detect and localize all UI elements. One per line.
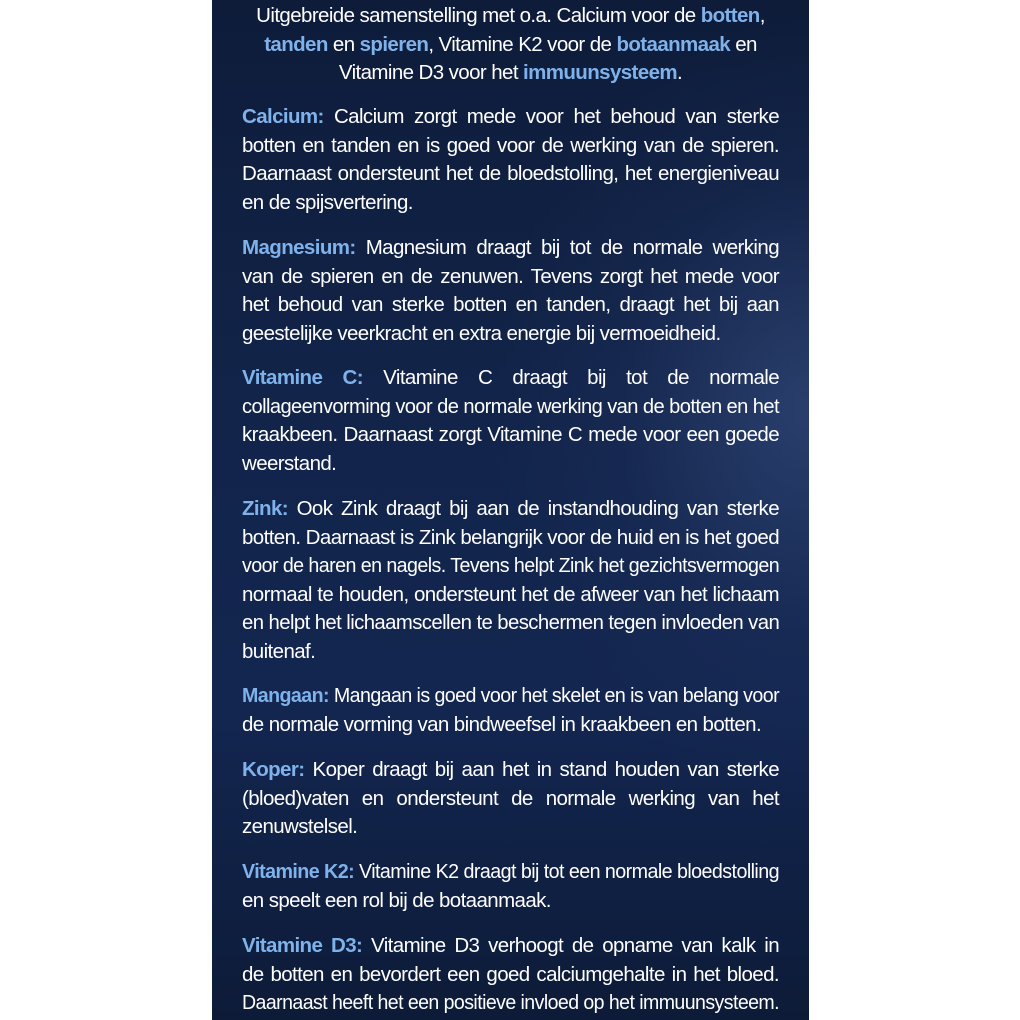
section-line: weerstand.: [242, 451, 337, 475]
section-line: kraakbeen. Daarnaast zorgt Vitamine C mede voor een goede: [242, 423, 779, 446]
section-vitamine-d3: [242, 932, 779, 1018]
section-line: collageenvorming voor de normale werking van de botten en het: [242, 394, 779, 418]
intro-line: [242, 59, 779, 88]
section-line: geestelijke veerkracht en extra energie bij vermoeidheid.: [242, 321, 721, 345]
intro-text: .: [677, 61, 683, 84]
section-koper: [242, 756, 779, 842]
section-line: [242, 756, 779, 785]
section-line: voor de haren en nagels. Tevens helpt Zink het gezichtsvermogen: [242, 554, 780, 577]
section-vitamine-c: [242, 364, 779, 478]
section-line: [242, 103, 779, 132]
intro-line: [242, 31, 779, 60]
section-line: van de spieren en de zenuwen. Tevens zorgt het mede voor: [242, 264, 779, 288]
intro-highlight: botten: [700, 4, 760, 27]
section-line: [242, 682, 779, 711]
section-line: en speelt een rol bij de botaanmaak.: [242, 888, 551, 912]
section-magnesium: [242, 234, 779, 348]
intro-highlight: botaanmaak: [616, 32, 731, 56]
section-heading: Koper:: [242, 758, 305, 781]
section-text: Ook Zink draagt bij aan de instandhouding van sterke: [287, 497, 779, 520]
section-line: botten. Daarnaast is Zink belangrijk voor de huid en is het goed: [242, 525, 779, 549]
section-line: [242, 858, 779, 887]
intro-text: en: [327, 32, 360, 56]
section-text: Vitamine D3 verhoogt de opname van kalk in: [362, 934, 779, 957]
intro-text: , Vitamine K2 voor de: [428, 32, 617, 56]
section-text: Vitamine C draagt bij tot de normale: [362, 366, 779, 389]
product-info-panel: [212, 0, 809, 1020]
section-text: Mangaan is goed voor het skelet en is van belang voor: [328, 684, 780, 707]
section-line: zenuwstelsel.: [242, 815, 358, 838]
intro-text: Uitgebreide samenstelling met o.a. Calcium voor de: [256, 4, 701, 27]
section-heading: Mangaan:: [242, 684, 329, 707]
section-calcium: [242, 103, 779, 217]
section-line: buitenaf.: [242, 639, 316, 663]
intro-text: Vitamine D3 voor het: [338, 61, 524, 84]
section-heading: Vitamine D3:: [242, 934, 363, 957]
section-line: (bloed)vaten en ondersteunt de normale werking van het: [242, 786, 779, 810]
section-heading: Vitamine C:: [242, 366, 363, 389]
section-line: [242, 234, 779, 263]
section-text: Magnesium draagt bij tot de normale werking: [355, 236, 779, 259]
section-heading: Vitamine K2:: [242, 860, 355, 883]
section-line: de normale vorming van bindweefsel in kraakbeen en botten.: [242, 712, 762, 736]
section-text: Calcium zorgt mede voor het behoud van sterke: [323, 105, 779, 128]
section-line: en helpt het lichaamscellen te beschermen tegen invloeden van: [242, 611, 780, 634]
section-line: de botten en bevordert een goed calciumgehalte in het bloed.: [242, 962, 779, 986]
section-line: en de spijsvertering.: [242, 190, 413, 214]
section-line: botten en tanden en is goed voor de werking van de spieren.: [242, 133, 779, 157]
section-line: Daarnaast ondersteunt het de bloedstolling, het energieniveau: [242, 162, 779, 185]
section-line: het behoud van sterke botten en tanden, draagt het bij aan: [242, 293, 779, 316]
section-vitamine-k2: [242, 858, 779, 915]
section-text: Koper draagt bij aan het in stand houden van sterke: [304, 758, 779, 781]
section-line: normaal te houden, ondersteunt het de afweer van het lichaam: [242, 582, 779, 606]
intro-highlight: spieren: [359, 32, 429, 56]
section-line: [242, 932, 779, 961]
section-line: [242, 364, 779, 393]
intro-highlight: immuunsysteem: [523, 61, 678, 84]
section-zink: [242, 495, 779, 666]
intro-line: [242, 2, 779, 31]
intro-highlight: tanden: [264, 32, 328, 56]
intro-text: en: [730, 32, 757, 56]
intro-paragraph: [242, 0, 779, 88]
section-mangaan: [242, 682, 779, 739]
section-line: [242, 495, 779, 524]
section-heading: Calcium:: [242, 105, 324, 128]
section-line: Daarnaast heeft het een positieve invloed op het immuunsysteem.: [242, 991, 779, 1014]
section-text: Vitamine K2 draagt bij tot een normale bloedstolling: [354, 860, 779, 883]
section-heading: Magnesium:: [242, 236, 356, 259]
intro-text: ,: [759, 4, 765, 27]
section-heading: Zink:: [242, 497, 288, 520]
